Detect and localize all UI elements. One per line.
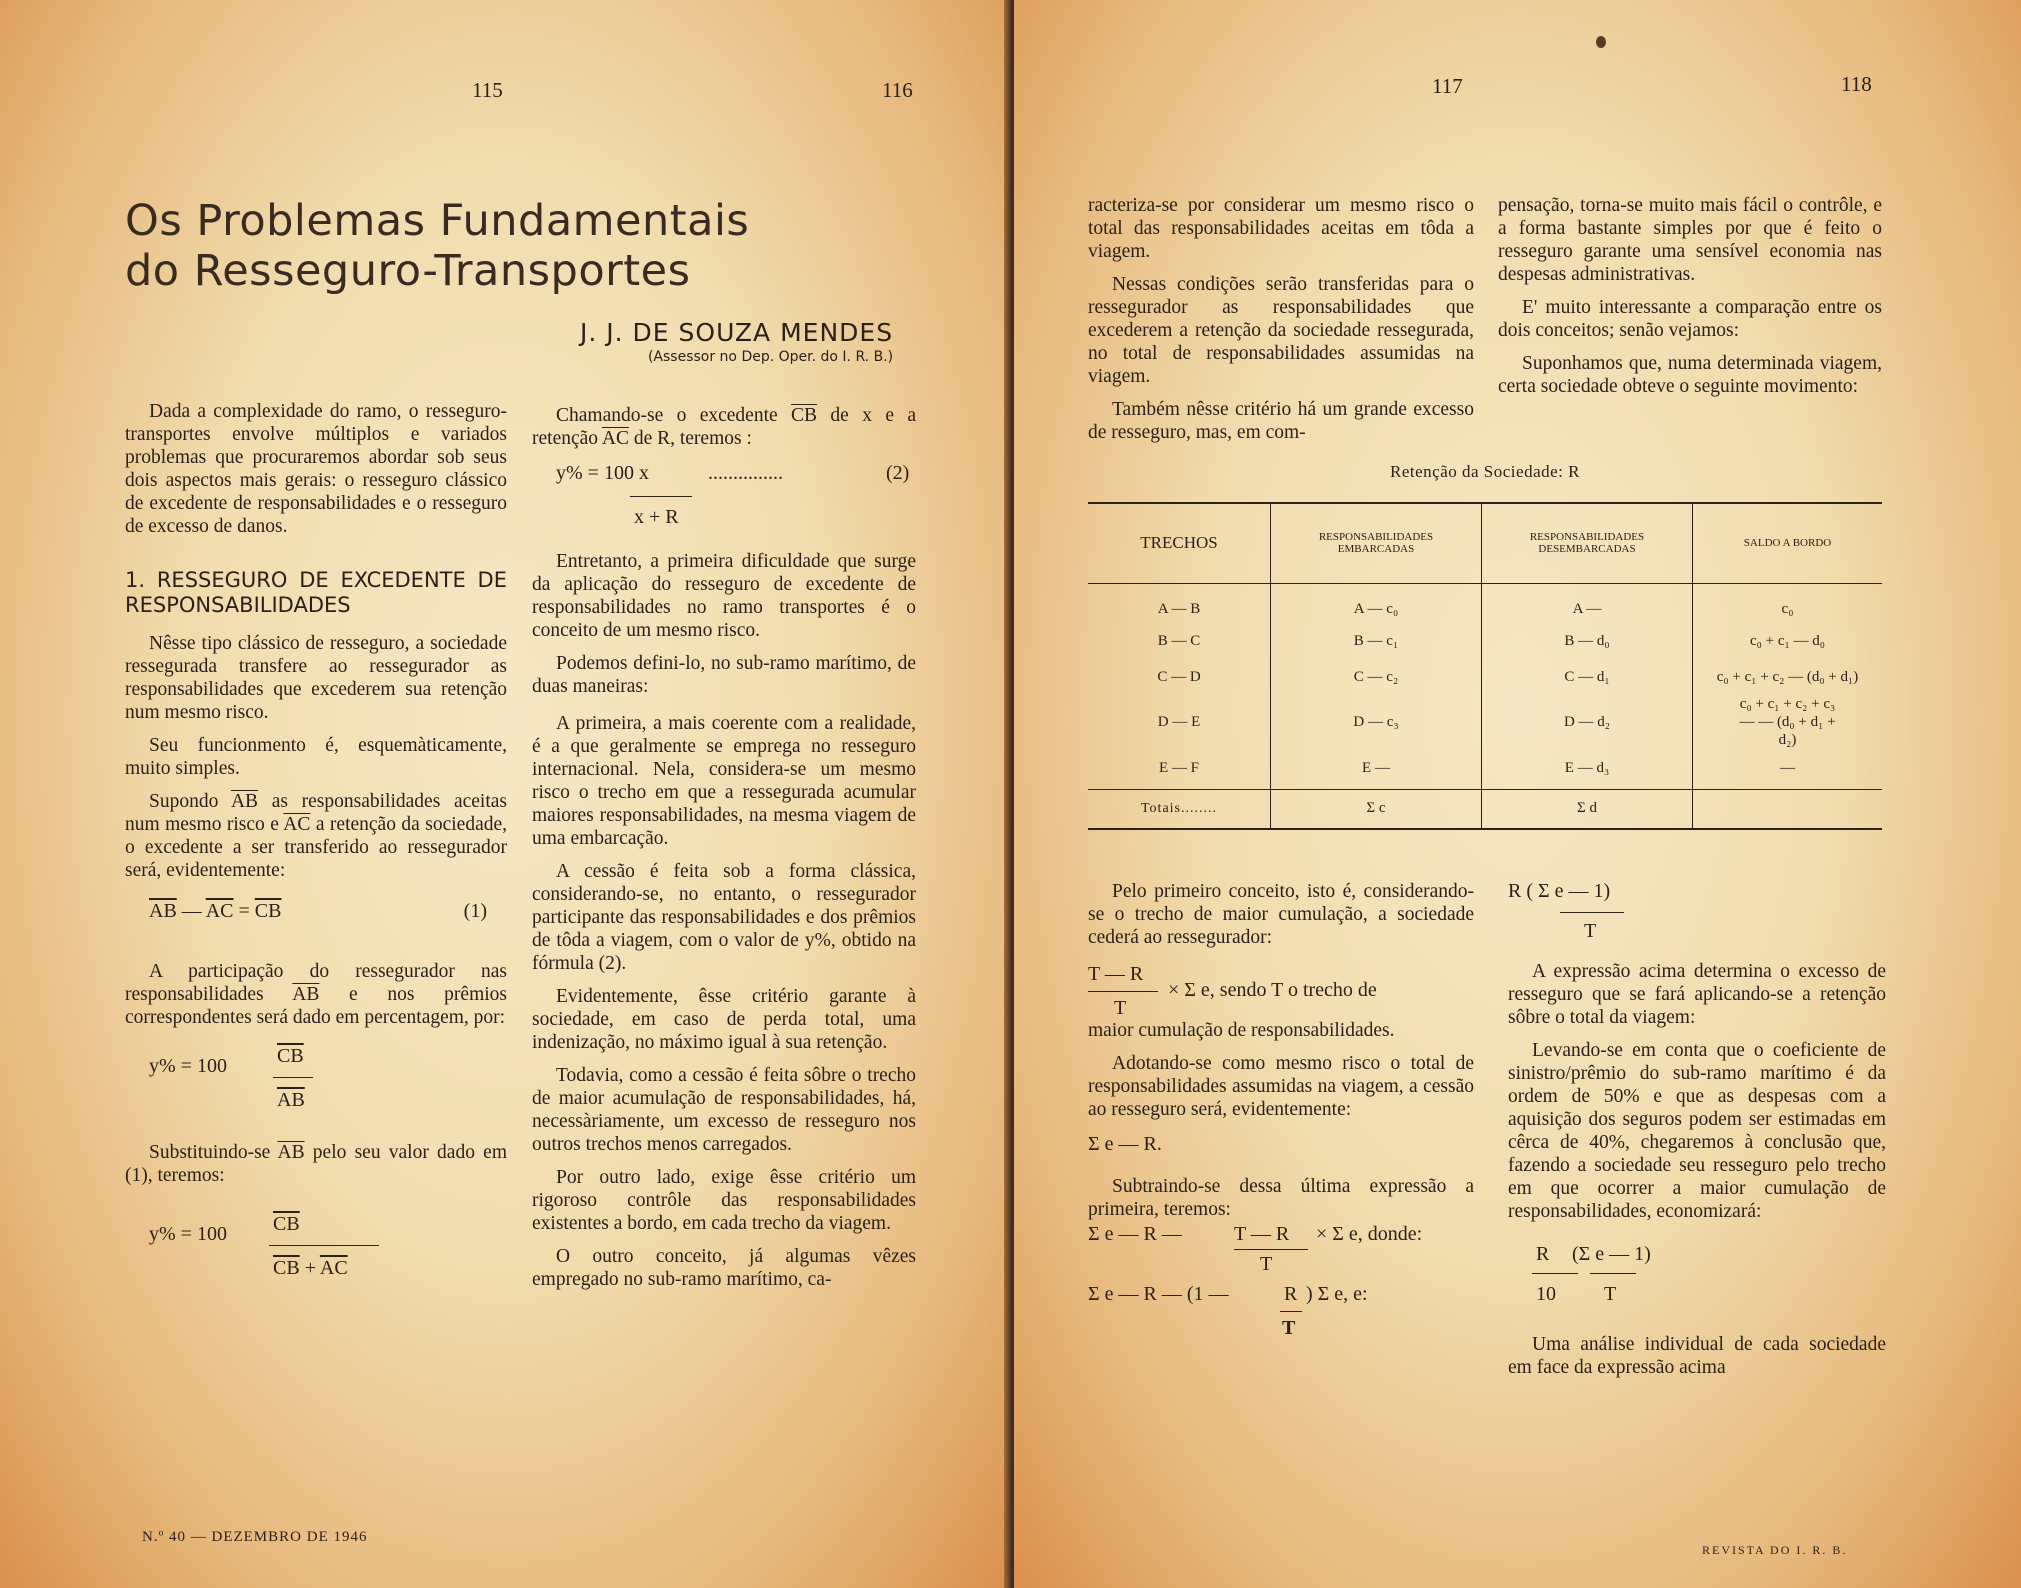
col3-paragraph-1: racteriza-se por considerar um mesmo risco o total das responsabilidades aceitas em tôda a viagem. [1088, 195, 1474, 262]
header-embarcadas: RESPONSABILIDADES EMBARCADAS [1271, 503, 1482, 583]
segment-ac: $\overline{AC}$ [283, 814, 311, 835]
col2-paragraph-3: Podemos defini-lo, no sub-ramo marítimo, de duas maneiras: [532, 653, 916, 697]
col3-bottom-paragraph-3: Subtraindo-se dessa última expressão a primeira, teremos: [1088, 1176, 1474, 1220]
col1-paragraph-3: Supondo $\overline{AB}$ as responsabilidades aceitas num mesmo risco e $\overline{AC}$ a retenção da sociedade, o excedente a ser transferido ao ressegurador será, evidentemente: [125, 791, 508, 881]
column-4-top [1498, 194, 1882, 408]
col3-bottom-paragraph-1: Pelo primeiro conceito, isto é, considerando-se o trecho de maior cumulação, a sociedade cederá ao ressegurador: [1088, 881, 1474, 948]
table-totals-row: Totais........ Σ c Σ d [1088, 789, 1882, 829]
table-row: C — D C — c₂ C — d₁ c₀ + c₁ + c₂ — (d₀ + d₁) [1088, 659, 1882, 695]
author-name: J. J. DE SOUZA MENDES [580, 318, 894, 347]
header-trechos: TRECHOS [1088, 503, 1271, 583]
fraction-line [1560, 912, 1624, 913]
table-row: A — B A — c₀ A — c₀ [1088, 583, 1882, 623]
formula-excess: R ( Σ e — 1) T [1508, 880, 1886, 950]
column-4-bottom [1508, 880, 1886, 1389]
fraction-line [1234, 1249, 1308, 1250]
col2-paragraph-7: Todavia, como a cessão é feita sôbre o trecho de maior acumulação de responsabilidades, há, necessàriamente, um excesso de resseguro nos outros trechos menos carregados. [532, 1065, 916, 1155]
equation-substituted: y% = 100 $\overline{CB}$ $\overline{CB} + \overline{AC}$ [149, 1213, 507, 1303]
footer-journal: REVISTA DO I. R. B. [1702, 1543, 1848, 1557]
retention-table [1088, 502, 1882, 830]
column-2 [532, 404, 916, 1301]
column-3-bottom [1088, 880, 1474, 1341]
col3-paragraph-3: Também nêsse critério há um grande excesso de resseguro, mas, em com- [1088, 399, 1474, 443]
equation-1-number: (1) [463, 900, 487, 922]
col1-paragraph-2: Seu funcionmento é, esquemàticamente, muito simples. [125, 735, 507, 779]
section-heading: 1. RESSEGURO DE EXCEDENTE DE RESPONSABILIDADES [125, 568, 507, 617]
header-saldo: SALDO A BORDO [1743, 537, 1832, 550]
page-number-117: 117 [1432, 74, 1463, 98]
title-line-1: Os Problemas Fundamentais [125, 196, 750, 246]
table-caption: Retenção da Sociedade: R [1390, 462, 1580, 481]
table-row: B — C B — c₁ B — d₀ c₀ + c₁ — d₀ [1088, 623, 1882, 659]
formula-simplified: Σ e — R — (1 — R ) Σ e, e: T [1088, 1283, 1368, 1339]
col2-paragraph-1: Chamando-se o excedente $\overline{CB}$ de x e a retenção $\overline{AC}$ de R, teremos : [532, 405, 916, 449]
col3-bottom-continuation: maior cumulação de responsabilidades. [1088, 1020, 1395, 1041]
author-role: (Assessor no Dep. Oper. do I. R. B.) [647, 349, 894, 365]
fraction-line [1590, 1273, 1636, 1274]
col4-paragraph-1: pensação, torna-se muito mais fácil o contrôle, e a forma bastante simples por que é feito o resseguro garante uma sensível economia nas despesas administrativas. [1498, 195, 1882, 285]
fraction-line [273, 1077, 313, 1078]
author-block [580, 318, 893, 365]
page-number-118: 118 [1841, 72, 1872, 96]
col3-paragraph-2: Nessas condições serão transferidas para o ressegurador as responsabilidades que excederem a retenção da sociedade ressegurada, no total de responsabilidades assumidas na viagem. [1088, 274, 1474, 387]
col4-paragraph-3: Suponhamos que, numa determinada viagem, certa sociedade obteve o seguinte movimento: [1498, 353, 1882, 397]
fraction-line [1532, 1273, 1578, 1274]
fraction-line [269, 1245, 379, 1246]
equation-percentage: y% = 100 $\overline{CB}$ $\overline{AB}$ [149, 1045, 507, 1135]
col3-bottom-paragraph-2: Adotando-se como mesmo risco o total de responsabilidades assumidas na viagem, a cessão ao resseguro será, evidentemente: [1088, 1053, 1474, 1120]
col2-paragraph-8: Por outro lado, exige êsse critério um rigoroso contrôle das responsabilidades existentes a bordo, em cada trecho da viagem. [532, 1167, 916, 1234]
col2-paragraph-4: A primeira, a mais coerente com a realidade, é a que geralmente se emprega no resseguro internacional. Nela, considera-se um mesmo risco o trecho em que a ressegurada acumular maiores responsabilidades, na mesma viagem de uma embarcação. [532, 713, 916, 849]
table-row: D — E D — c₃ D — d₂ c₀ + c₁ + c₂ + c₃ — — (d₀ + d₁ + d₂) [1088, 695, 1882, 749]
page-number-115: 115 [472, 78, 503, 102]
fraction-line [1088, 991, 1158, 992]
left-page [0, 0, 1010, 1588]
segment-ab: $\overline{AB}$ [230, 791, 259, 812]
page-number-116: 116 [882, 78, 913, 102]
footer-issue-date: N.º 40 — DEZEMBRO DE 1946 [142, 1529, 368, 1545]
fraction-line [1280, 1311, 1302, 1312]
col4-paragraph-2: E' muito interessante a comparação entre os dois conceitos; senão vejamos: [1498, 297, 1882, 341]
fraction-line [630, 496, 692, 497]
formula-difference: Σ e — R — T — R × Σ e, donde: T [1088, 1223, 1423, 1275]
equation-2-number: (2) [886, 462, 910, 484]
ink-spot [1596, 36, 1606, 48]
col1-paragraph-5: Substituindo-se $\overline{AB}$ pelo seu valor dado em (1), teremos: [125, 1142, 507, 1186]
header-desembarcadas: RESPONSABILIDADES DESEMBARCADAS [1482, 503, 1693, 583]
right-page [1014, 0, 2021, 1588]
title-line-2: do Resseguro-Transportes [125, 246, 691, 296]
col4-bottom-paragraph-3: Uma análise individual de cada sociedade em face da expressão acima [1508, 1334, 1886, 1378]
formula-savings: R (Σ e — 1) 10 T [1532, 1243, 1886, 1323]
col2-paragraph-5: A cessão é feita sob a forma clássica, considerando-se, no entanto, o ressegurador participante das responsabilidades e dos prêmios de tôda a viagem, com o valor de y%, obtido na fórmula (2). [532, 861, 916, 974]
formula-total-cession: Σ e — R. [1088, 1133, 1162, 1155]
col4-bottom-paragraph-1: A expressão acima determina o excesso de resseguro que se fará aplicando-se a retenção sôbre o total da viagem: [1508, 961, 1886, 1028]
table-header-row [1088, 503, 1882, 583]
col1-paragraph-1: Nêsse tipo clássico de resseguro, a sociedade ressegurada transfere ao ressegurador as responsabilidades que excederem sua retenção num mesmo risco. [125, 633, 507, 723]
col2-paragraph-9: O outro conceito, já algumas vêzes empregado no sub-ramo marítimo, ca- [532, 1246, 916, 1290]
equation-2: y% = 100 x ............... (2) x + R [556, 462, 910, 528]
col2-paragraph-6: Evidentemente, êsse critério garante à sociedade, em caso de perda total, uma indenização, no máximo igual à sua retenção. [532, 986, 916, 1053]
col4-bottom-paragraph-2: Levando-se em conta que o coeficiente de sinistro/prêmio do sub-ramo marítimo é da ordem de 50% e que as despesas com a aquisição dos seguros podem ser estimadas em cêrca de 40%, chegaremos à conclusão que, fazendo a sociedade seu resseguro pelo trecho em que ocorrer a maior cumulação de responsabilidades, economizará: [1508, 1040, 1886, 1222]
equation-1: $\overline{AB}$ — $\overline{AC} = \overline{CB}$ (1) [149, 900, 487, 922]
col1-paragraph-4: A participação do ressegurador nas responsabilidades $\overline{AB}$ e nos prêmios correspondentes será dado em percentagem, por: [125, 961, 507, 1028]
col2-paragraph-2: Entretanto, a primeira dificuldade que surge da aplicação do resseguro de excedente de responsabilidades no ramo transportes é o conceito de um mesmo risco. [532, 551, 916, 641]
formula-cession-first: T — R T × Σ e, sendo T o trecho de [1088, 963, 1377, 1019]
table-row: E — F E — E — d₃ — [1088, 749, 1882, 789]
column-1 [125, 400, 507, 1303]
intro-paragraph: Dada a complexidade do ramo, o resseguro-transportes envolve múltiplos e variados problemas que procuraremos abordar sob seus dois aspectos mais gerais: o resseguro clássico de excedente de responsabilidades e o resseguro de excesso de danos. [125, 401, 507, 537]
column-3-top [1088, 194, 1474, 454]
article-title [125, 196, 749, 296]
